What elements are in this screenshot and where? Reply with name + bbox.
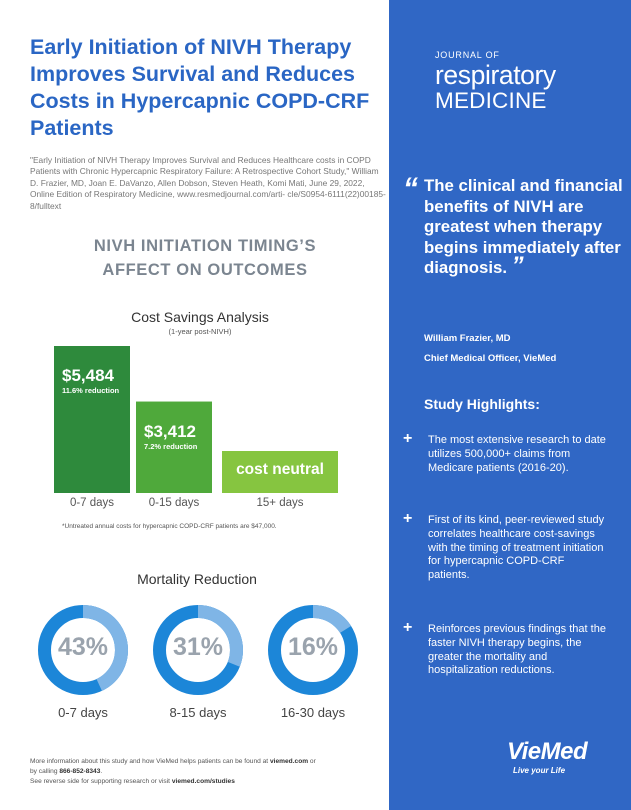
bar-percent-reduction: 7.2% reduction [144,441,198,451]
journal-of-text: JOURNAL OF [435,50,500,60]
viemed-logo-name: VieMed [507,738,588,765]
mortality-donut [268,605,358,695]
bar-category-label: 0-15 days [148,497,200,509]
journal-logo [435,50,615,113]
section-heading-line1: NIVH INITIATION TIMING’S [93,237,317,255]
contact-line2-text: by calling [30,768,60,776]
viemed-logo-tagline: Live your Life [513,766,566,775]
quote-author-role: Chief Medical Officer, VieMed [424,353,557,364]
contact-line1-end: or [308,758,316,765]
donut-percent-label: 31% [172,633,224,661]
bar-value: cost neutral [236,461,324,478]
bar-value: $3,412 [144,421,196,441]
cost-savings-chart [54,345,344,509]
mortality-donut [38,605,128,695]
plus-icon: + [403,430,413,447]
bar-data-label [62,366,119,396]
bar-value: $5,484 [62,366,114,385]
close-quote-icon: ” [511,252,524,279]
contact-line2-end: . [100,768,103,776]
journal-medicine-text: MEDICINE [435,88,547,113]
bar-category-label: 0-7 days [69,497,115,509]
studies-link[interactable]: viemed.com/studies [171,778,235,786]
plus-icon: + [403,510,413,527]
mortality-donut [153,605,243,695]
cost-chart-subtitle: (1-year post-NIVH) [168,327,232,336]
highlight-text: Reinforces previous findings that the faster NIVH therapy begins, the greater the mortality and hospitalization reductions. [428,623,606,677]
mortality-chart-title: Mortality Reduction [137,571,257,587]
section-heading-line2: AFFECT ON OUTCOMES [102,261,308,279]
study-citation: "Early Initiation of NIVH Therapy Improves Survival and Reduces Healthcare costs in COPD Patients with Chronic Hypercapnic Respiratory Failure: A Retrospective Cohort Study," William D. Frazier, MD, Joan E. DaVanzo, Allen Dobson, Steven Heath, Komi Mati, June 29, 2022, Online Edition of Respiratory Medicine, www.resmedjournal.com/arti- cle/S0954-6111(22)00185-8/fulltext [30,155,386,211]
contact-line3-text: See reverse side for supporting research or visit [30,778,172,786]
highlights-title: Study Highlights: [424,396,540,412]
donut-percent-label: 16% [287,633,339,661]
bar-data-label [144,422,197,452]
phone-number[interactable]: 866-852-8343 [59,768,101,776]
contact-info [30,757,370,788]
quote-author: William Frazier, MD [424,333,511,344]
donut-category-label: 8-15 days [169,705,227,720]
donut-percent-label: 43% [57,633,109,661]
contact-line1-text: More information about this study and how VieMed helps patients can be found at [30,758,270,765]
open-quote-icon: “ [403,172,418,205]
highlights-panel [389,0,631,810]
plus-icon: + [403,619,413,636]
viemed-link[interactable]: viemed.com [269,758,309,765]
section-heading [40,234,370,282]
pull-quote-text: The clinical and financial benefits of NIVH are greatest when therapy begins immediately after diagnosis. [424,176,623,277]
pull-quote [424,176,624,279]
journal-respiratory-text: respiratory [435,60,556,90]
cost-chart-title: Cost Savings Analysis [131,309,269,325]
donut-category-label: 0-7 days [58,705,108,720]
donut-category-label: 16-30 days [280,705,346,720]
page-title: Early Initiation of NIVH Therapy Improves Survival and Reduces Costs in Hypercapnic COPD-CRF Patients [30,35,370,140]
highlight-text: First of its kind, peer-reviewed study correlates healthcare cost-savings with the timing of treatment initiation for hypercapnic COPD-CRF patients. [428,514,605,582]
bar-percent-reduction: 11.6% reduction [62,386,120,395]
viemed-logo [507,738,617,788]
highlight-text: The most extensive research to date utilizes 500,000+ claims from Medicare patients (2016-20). [428,434,606,474]
cost-footnote: *Untreated annual costs for hypercapnic COPD-CRF patients are $47,000. [62,523,277,530]
bar-category-label: 15+ days [256,497,304,509]
